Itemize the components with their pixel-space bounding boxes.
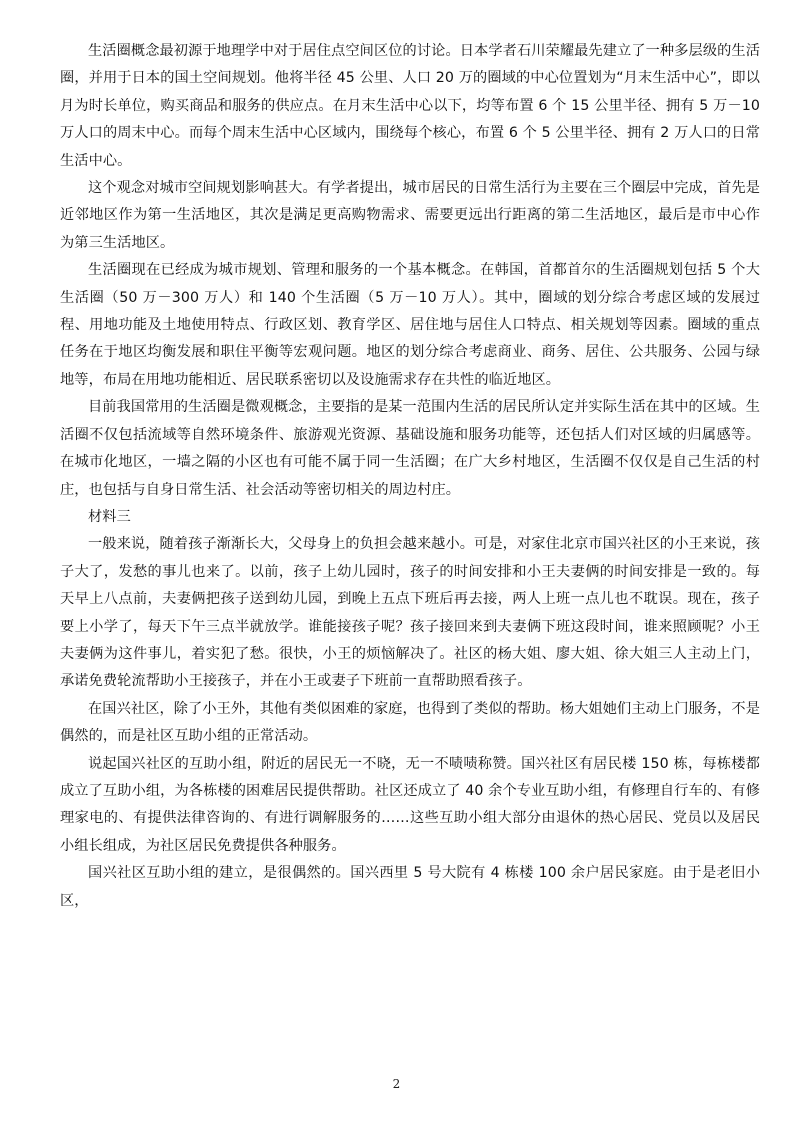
page-number: 2	[392, 1077, 401, 1091]
section-heading-material-three: 材料三	[88, 508, 131, 525]
paragraph-mutual-aid-groups: 说起国兴社区的互助小组，附近的居民无一不晓，无一不啧啧称赞。国兴社区有居民楼 150 栋，每栋楼都成立了互助小组，为各栋楼的困难居民提供帮助。社区还成立了 40 余个专业互助小组，有修理自行车的、有修理家电的、有提供法律咨询的、有进行调解服务的……这些互助小组大部分由退休的热心居民、党员以及居民小组长组成，为社区居民免费提供各种服务。	[60, 755, 760, 854]
paragraph-guoxing-help: 在国兴社区，除了小王外，其他有类似困难的家庭，也得到了类似的帮助。杨大姐她们主动上门服务，不是偶然的，而是社区互助小组的正常活动。	[60, 700, 760, 745]
document-body	[60, 38, 760, 915]
paragraph-xiao-wang-story: 一般来说，随着孩子渐渐长大，父母身上的负担会越来越小。可是，对家住北京市国兴社区的小王来说，孩子大了，发愁的事儿也来了。以前，孩子上幼儿园时，孩子的时间安排和小王夫妻俩的时间安排是一致的。每天早上八点前，夫妻俩把孩子送到幼儿园，到晚上五点下班后再去接，两人上班一点儿也不耽误。现在，孩子要上小学了，每天下午三点半就放学。谁能接孩子呢？孩子接回来到夫妻俩下班这段时间，谁来照顾呢？小王夫妻俩为这件事儿，着实犯了愁。很快，小王的烦恼解决了。社区的杨大姐、廖大姐、徐大姐三人主动上门，承诺免费轮流帮助小王接孩子，并在小王或妻子下班前一直帮助照看孩子。	[60, 536, 760, 690]
paragraph-life-circle-origin: 生活圈概念最初源于地理学中对于居住点空间区位的讨论。日本学者石川荣耀最先建立了一种多层级的生活圈，并用于日本的国土空间规划。他将半径 45 公里、人口 20 万的圈域的中心位置划为“月末生活中心”，即以月为时长单位，购买商品和服务的供应点。在月末生活中心以下，均等布置 6 个 15 公里半径、拥有 5 万－10 万人口的周末中心。而每个周末生活中心区域内，围绕每个核心，布置 6 个 5 公里半径、拥有 2 万人口的日常生活中心。	[60, 43, 760, 169]
paragraph-china-micro-concept: 目前我国常用的生活圈是微观概念，主要指的是某一范围内生活的居民所认定并实际生活在其中的区域。生活圈不仅包括流域等自然环境条件、旅游观光资源、基础设施和服务功能等，还包括人们对区域的归属感等。在城市化地区，一墙之隔的小区也有可能不属于同一生活圈；在广大乡村地区，生活圈不仅仅是自己生活的村庄，也包括与自身日常生活、社会活动等密切相关的周边村庄。	[60, 399, 760, 498]
paragraph-group-origin: 国兴社区互助小组的建立，是很偶然的。国兴西里 5 号大院有 4 栋楼 100 余户居民家庭。由于是老旧小区，	[60, 865, 760, 909]
paragraph-urban-planning-impact: 这个观念对城市空间规划影响甚大。有学者提出，城市居民的日常生活行为主要在三个圈层中完成，首先是近邻地区作为第一生活地区，其次是满足更高购物需求、需要更远出行距离的第二生活地区，最后是市中心作为第三生活地区。	[60, 180, 760, 251]
paragraph-seoul-planning: 生活圈现在已经成为城市规划、管理和服务的一个基本概念。在韩国，首都首尔的生活圈规划包括 5 个大生活圈（50 万－300 万人）和 140 个生活圈（5 万－10 万人）。其中，圈域的划分综合考虑区域的发展过程、用地功能及土地使用特点、行政区划、教育学区、居住地与居住人口特点、相关规划等因素。圈域的重点任务在于地区均衡发展和职住平衡等宏观问题。地区的划分综合考虑商业、商务、居住、公共服务、公园与绿地等，布局在用地功能相近、居民联系密切以及设施需求存在共性的临近地区。	[60, 262, 760, 388]
